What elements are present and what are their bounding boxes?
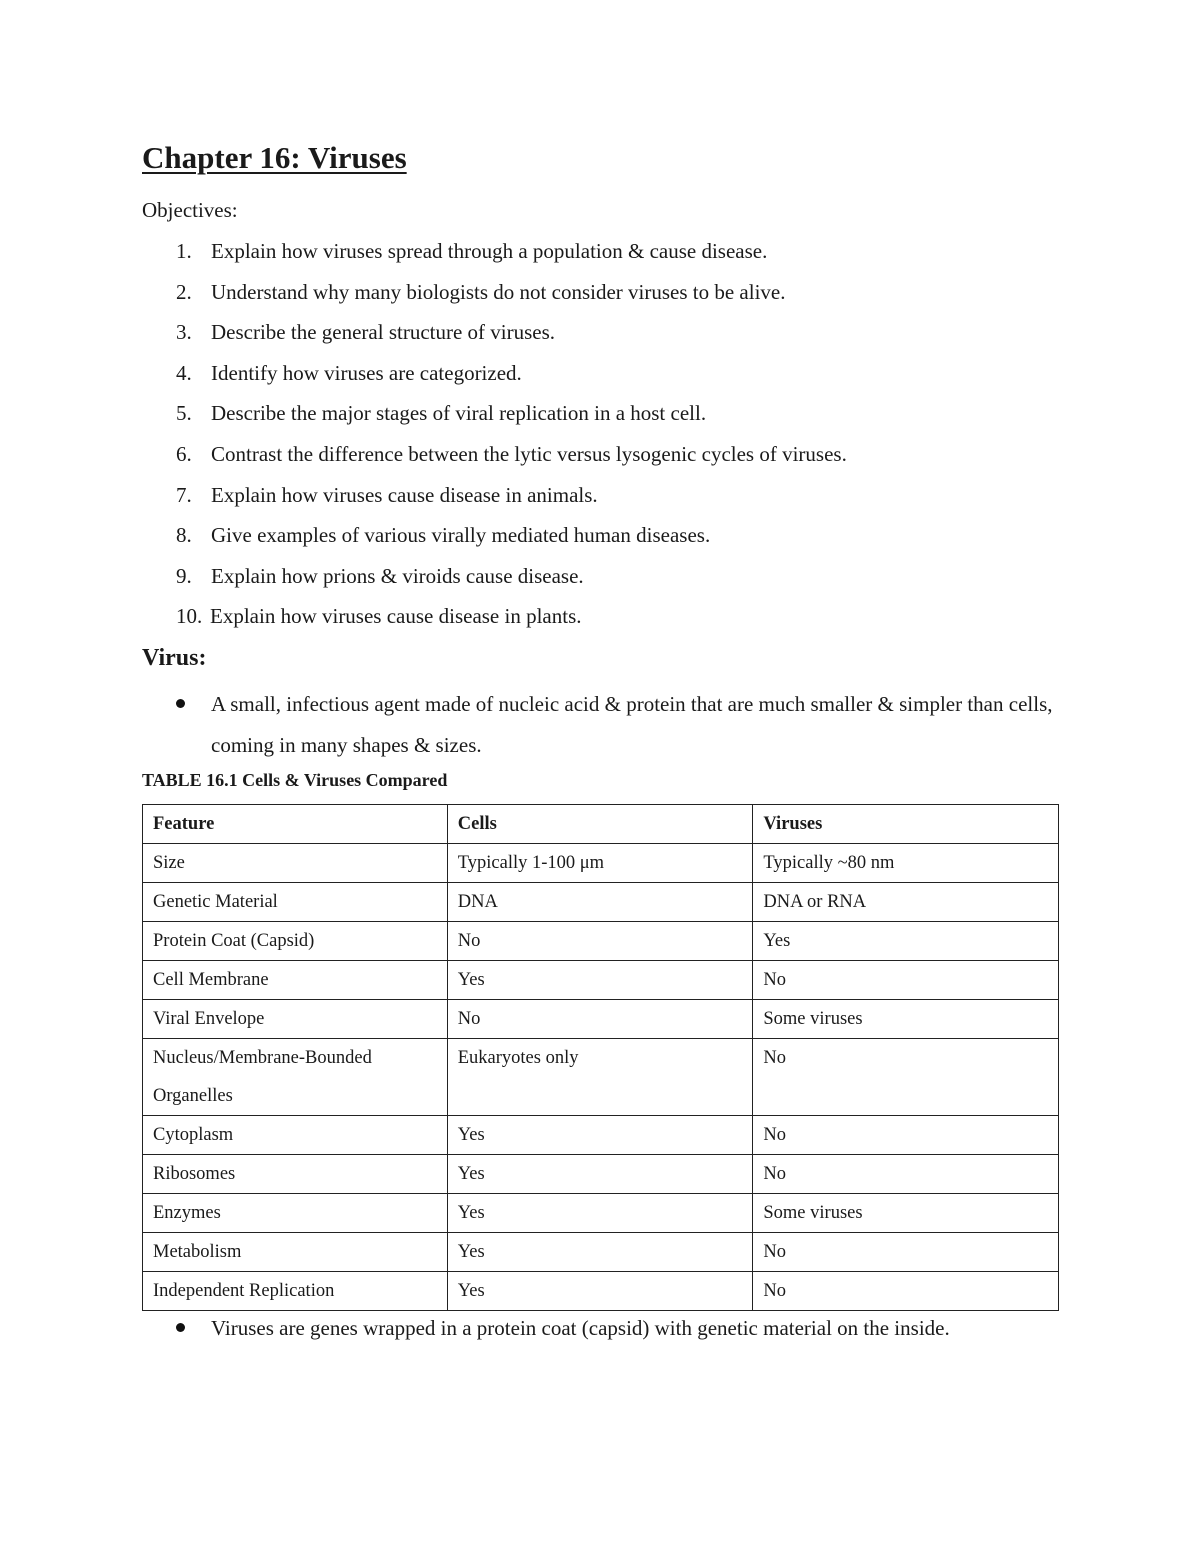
column-header-viruses: Viruses [753,805,1059,844]
cells-viruses-table [142,804,1059,1311]
table-cell: No [753,1272,1059,1311]
table-row [143,1233,1059,1272]
objective-number: 3. [176,320,192,345]
objective-number: 9. [176,563,192,588]
table-row [143,922,1059,961]
objective-text: Explain how viruses cause disease in animals. [211,482,598,507]
table-row [143,883,1059,922]
objective-number: 7. [176,482,192,507]
column-header-feature: Feature [143,805,448,844]
table-cell: Cell Membrane [143,961,448,1000]
closing-bullet-text: Viruses are genes wrapped in a protein coat (capsid) with genetic material on the inside. [211,1316,950,1340]
table-cell: Cytoplasm [143,1116,448,1155]
table-cell: Viral Envelope [143,1000,448,1039]
objective-number: 1. [176,239,192,263]
table-cell: Enzymes [143,1194,448,1233]
table-cell: Yes [447,1116,753,1155]
objective-text: Describe the general structure of viruses. [211,320,556,345]
table-cell: Yes [753,922,1059,961]
objective-text: Give examples of various virally mediated human diseases. [211,523,711,548]
objective-text: Explain how prions & viroids cause disease. [211,563,584,588]
objective-number: 5. [176,401,192,426]
table-cell: No [753,961,1059,1000]
table-cell: DNA or RNA [753,883,1059,922]
virus-definition-bullet [142,684,1060,766]
objective-number: 6. [176,441,192,466]
table-cell: No [447,922,753,961]
objective-number: 4. [176,360,192,385]
bullet-icon [176,699,185,708]
table-row [143,1039,1059,1116]
objectives-label: Objectives: [142,198,238,222]
table-header-row [143,805,1059,844]
table-row [143,1272,1059,1311]
bullet-icon [176,1323,185,1332]
objective-text: Describe the major stages of viral replication in a host cell. [211,401,707,426]
virus-heading: Virus: [142,645,207,671]
table-row [143,961,1059,1000]
table-cell: No [753,1116,1059,1155]
table-cell: Metabolism [143,1233,448,1272]
table-row [143,1000,1059,1039]
table-cell: Yes [447,1155,753,1194]
table-cell: No [753,1155,1059,1194]
table-cell: Genetic Material [143,883,448,922]
table-cell: Yes [447,961,753,1000]
table-cell: Typically ~80 nm [753,844,1059,883]
table-row [143,1155,1059,1194]
table-cell: Nucleus/Membrane-Bounded Organelles [143,1039,448,1116]
table-cell: Independent Replication [143,1272,448,1311]
virus-definition-text: A small, infectious agent made of nucleic acid & protein that are much smaller & simpler than cells, coming in many shapes & sizes. [211,692,1053,757]
table-row [143,1194,1059,1233]
table-row [143,1116,1059,1155]
objective-text: Contrast the difference between the lytic versus lysogenic cycles of viruses. [211,441,847,466]
table-cell: Some viruses [753,1194,1059,1233]
objective-text: Identify how viruses are categorized. [211,360,522,385]
closing-bullet [142,1308,1060,1349]
objective-text: Explain how viruses spread through a population & cause disease. [211,239,768,263]
objective-number: 8. [176,523,192,548]
column-header-cells: Cells [447,805,753,844]
table-cell: Typically 1-100 μm [447,844,753,883]
table-caption: TABLE 16.1 Cells & Viruses Compared [142,770,448,790]
objective-text: Explain how viruses cause disease in plants. [210,604,582,629]
table-cell: Size [143,844,448,883]
objective-number: 10. [176,604,203,629]
table-cell: No [753,1233,1059,1272]
chapter-title: Chapter 16: Viruses [142,140,407,175]
table-cell: No [447,1000,753,1039]
table-cell: Some viruses [753,1000,1059,1039]
table-cell: Protein Coat (Capsid) [143,922,448,961]
table-cell: Yes [447,1233,753,1272]
table-cell: DNA [447,883,753,922]
objective-text: Understand why many biologists do not consider viruses to be alive. [211,279,786,304]
table-cell: Yes [447,1272,753,1311]
table-cell: Yes [447,1194,753,1233]
table-cell: Eukaryotes only [447,1039,753,1116]
table-row [143,844,1059,883]
objective-number: 2. [176,279,192,304]
table-cell: Ribosomes [143,1155,448,1194]
table-cell: No [753,1039,1059,1116]
